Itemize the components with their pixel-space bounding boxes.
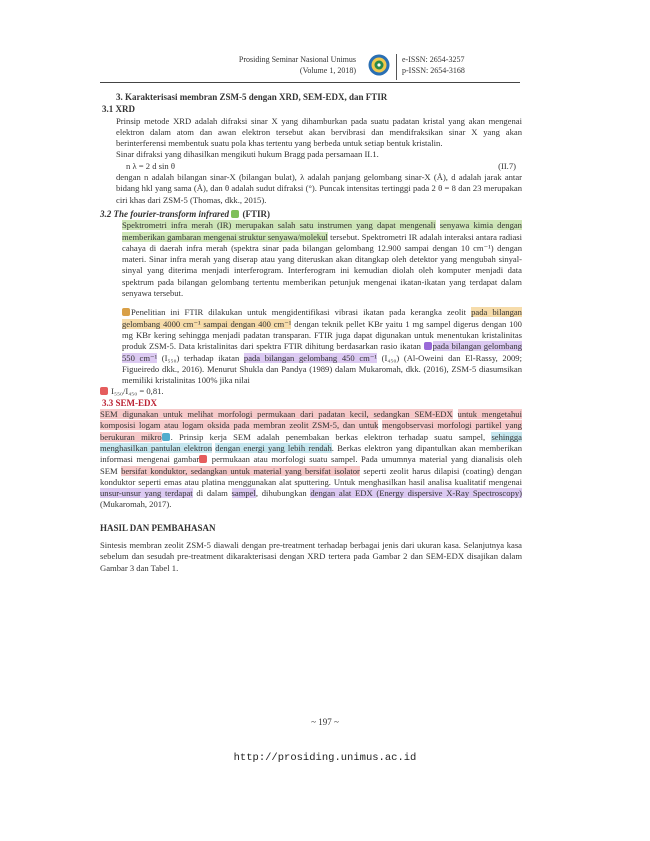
ftir-paragraph-2-start: Penelitian ini FTIR dilakukan untuk mengidentifikasi vibrasi ikatan pada kerangka zeolit	[131, 307, 467, 318]
page-header	[100, 54, 520, 84]
xrd-paragraph-3: dengan n adalah bilangan sinar-X (bilangan bulat), λ adalah panjang gelombang sinar-X (Å), d adalah jarak antar bidang hkl yang sama (Å), dan θ adalah sudut difraksi (°). Puncak intensitas tertinggi pada 2 θ = 8 dan 23 merupakan ciri khas dari ZSM-5 (Thomas, dkk., 2015).	[116, 172, 522, 205]
subsection-heading-ftir	[100, 209, 522, 220]
sem-paragraph	[100, 409, 522, 511]
page-number: ~ 197 ~	[311, 717, 339, 727]
highlight-green[interactable]: senyawa kimia dengan memberikan gambaran mengenai struktur senyawa/molekul	[122, 220, 522, 242]
section-heading-results: HASIL DAN PEMBAHASAN	[100, 522, 216, 533]
xrd-paragraph-2: Sinar difraksi yang dihasilkan mengikuti hukum Bragg pada persamaan II.1.	[116, 149, 379, 160]
footer-url-link[interactable]: http://prosiding.unimus.ac.id	[233, 752, 417, 764]
sem-text: informasi mengenai gambar	[100, 454, 200, 465]
sem-text: . Berkas elektron yang dipantulkan akan memberikan	[331, 442, 523, 453]
highlight-purple[interactable]: pada bilangan gelombang 450 cm⁻¹	[243, 352, 377, 363]
annotation-marker-red[interactable]	[100, 387, 108, 395]
sem-text: yang dianalisis oleh SEM	[100, 454, 522, 476]
sem-text: , dihubungkan	[255, 488, 311, 499]
highlight-red[interactable]: bersifat konduktor, sedangkan untuk material yang bersifat isolator	[121, 465, 360, 476]
sem-text: di dalam	[192, 488, 232, 499]
highlight-blue[interactable]: dengan energi yang lebih rendah	[215, 442, 332, 453]
header-rule	[100, 82, 520, 83]
sem-text: (Mukaromah, 2017).	[100, 499, 172, 510]
header-conference-block	[239, 54, 356, 76]
equation-number: (II.7)	[498, 160, 516, 171]
bragg-equation	[100, 161, 522, 172]
ftir-ratio-line	[100, 386, 522, 397]
highlight-red[interactable]: SEM digunakan untuk melihat morfologi permukaan dari padatan kecil, sedangkan SEM-EDX	[100, 409, 453, 420]
ftir-paragraph-1-rest: tersebut. Spektrometri IR adalah interaksi antara radiasi cahaya di daerah infra merah (spektra sinar pada bilangan gelombang 12.900 sampai dengan 10 cm⁻¹) dengan materi. Sinar infra merah yang diserap atau yang diteruskan akan ditangkap oleh detektor yang mengubah sinyal-sinyal yang diterima menjadi interferogram. Interferogram ini kemudian diolah oleh komputer menjadi data spektrum pada bilangan gelombang tertentu memberikan petunjuk mengenai ikatan-ikatan yang terdapat dalam senyawa tersebut.	[122, 231, 522, 299]
subsection-heading-sem: 3.3 SEM-EDX	[102, 397, 158, 408]
annotation-marker-blue[interactable]	[162, 433, 170, 441]
ftir-paragraph-2	[100, 307, 522, 386]
header-divider	[396, 54, 397, 80]
annotation-marker-orange[interactable]	[122, 308, 130, 316]
ftir-paragraph-1	[100, 220, 522, 299]
results-paragraph: Sintesis membran zeolit ZSM-5 diawali dengan pre-treatment terhadap berbagai jenis dari ukuran kasa. Selanjutnya kasa sebelum dan sesudah pre-treatment dikarakterisasi dengan XRD tertera pada Gambar 2 dan SEM-EDX disajikan dalam Gambar 3 dan Tabel 1.	[100, 539, 522, 573]
sem-text: . Prinsip kerja SEM adalah	[170, 431, 280, 442]
subsection-heading-xrd: 3.1 XRD	[102, 104, 135, 115]
sem-text: seperti zeolit harus dilapisi (coating) dengan konduktor seperti emas atau platina menggunakan alat sputtering. Untuk menghasilkan hasil analisa kualitatif mengenai	[100, 465, 522, 487]
annotation-marker-green[interactable]	[231, 210, 239, 218]
highlight-red[interactable]: mengobservasi morfologi partikel yang berukuran mikro	[100, 420, 522, 442]
header-eissn: e-ISSN: 2654-3257	[402, 55, 465, 64]
ftir-heading-text: 3.2 The fourier-transform infrared	[100, 208, 230, 219]
highlight-blue[interactable]: sehingga menghasilkan pantulan elektron	[100, 431, 522, 453]
highlight-orange[interactable]: pada bilangan gelombang 4000 cm⁻¹ sampai dengan 400 cm⁻¹	[122, 307, 522, 329]
header-conference-title: Prosiding Seminar Nasional Unimus	[238, 55, 356, 64]
ftir-paragraph-2-mid2: (I₅₅₀) terhadap ikatan	[157, 352, 244, 363]
ftir-paragraph-2-end: (I₄₅₀) (Al-Oweini dan El-Rassy, 2009; Figueiredo dkk., 2016). Menurut Shukla dan Pandya (1989) dalam Mukaromah, dkk. (2016), ZSM-5 diasumsikan memiliki kristalinitas 100% jika nilai	[122, 352, 522, 386]
header-issn-block	[402, 54, 465, 76]
header-pissn: p-ISSN: 2654-3168	[402, 66, 465, 75]
annotation-marker-red[interactable]	[199, 455, 207, 463]
highlight-purple[interactable]: unsur-unsur yang terdapat	[100, 488, 193, 499]
highlight-purple[interactable]: dengan alat EDX (Energy dispersive X-Ray Spectroscopy)	[310, 488, 522, 499]
unimus-logo-icon	[368, 54, 390, 76]
sem-text: penembakan berkas elektron terhadap suatu sampel,	[285, 431, 492, 442]
ftir-heading-abbr: (FTIR)	[242, 208, 271, 219]
ftir-ratio-text: I₅₅₀/I₄₅₀ = 0,81.	[111, 386, 164, 397]
annotation-marker-purple[interactable]	[424, 342, 432, 350]
highlight-green[interactable]: Spektrometri infra merah (IR) merupakan salah satu instrumen yang dapat mengenali	[122, 220, 436, 231]
section-heading-characterization: 3. Karakterisasi membran ZSM-5 dengan XRD, SEM-EDX, dan FTIR	[116, 92, 388, 102]
bragg-equation-text: n λ = 2 d sin θ	[126, 160, 175, 171]
main-content	[100, 92, 522, 574]
header-volume: (Volume 1, 2018)	[299, 66, 356, 75]
sem-text: permukaan atau morfologi suatu sampel. Pada umumnya material	[208, 454, 448, 465]
xrd-paragraph-1: Prinsip metode XRD adalah difraksi sinar X yang dihamburkan pada suatu padatan kristal yang akan mengenai elektron dalam atom dan awan elektron tersebut akan bervibrasi dan mendifraksikan sinar X yang akan berinterferensi membentuk suatu pola khas tertentu yang berbeda untuk setiap bentuk kristalin.	[116, 115, 522, 149]
ftir-paragraph-2-mid: dengan teknik pellet KBr yaitu 1 mg sampel digerus dengan 100 mg KBr kering sehingga menjadi padatan transparan. FTIR juga dapat digunakan untuk menentukan kristalinitas produk ZSM-5. Data kristalinitas dari spektra FTIR dihitung berdasarkan rasio ikatan	[122, 318, 522, 352]
highlight-purple[interactable]: sampel	[231, 488, 256, 499]
highlight-purple[interactable]: pada bilangan gelombang 550 cm⁻¹	[122, 341, 522, 363]
highlight-red[interactable]: untuk mengetahui komposisi logam atau logam oksida pada membran zeolit ZSM-5, dan untuk	[100, 409, 522, 431]
